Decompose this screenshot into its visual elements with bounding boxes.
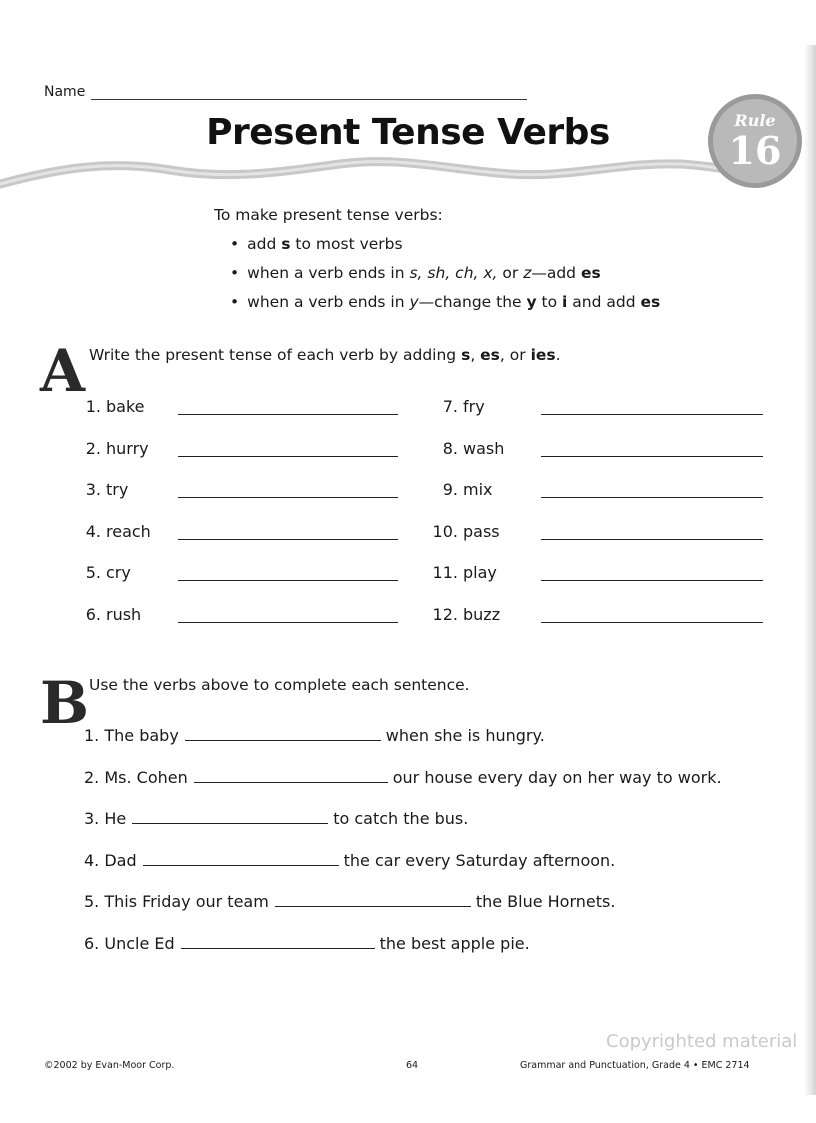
answer-blank[interactable] (541, 497, 763, 498)
sentence-end: the best apple pie. (379, 933, 530, 953)
footer-copyright: ©2002 by Evan-Moor Corp. (44, 1060, 175, 1071)
answer-blank[interactable] (541, 414, 763, 415)
item-verb: rush (106, 604, 142, 624)
item-verb: play (463, 563, 497, 582)
rule-bullet: • when a verb ends in y—change the y to i and add es (230, 288, 660, 317)
sentence-start: 6. Uncle Ed (84, 933, 175, 953)
rule-list (214, 230, 660, 317)
item-verb: cry (106, 563, 131, 582)
badge-number: 16 (728, 128, 782, 173)
sentence-end: our house every day on her way to work. (392, 767, 722, 787)
sentence-start: 2. Ms. Cohen (84, 767, 188, 787)
name-field[interactable] (91, 85, 527, 100)
sentence-start: 5. This Friday our team (84, 892, 269, 911)
rule-bullet: • when a verb ends in s, sh, ch, x, or z—add es (230, 259, 660, 288)
item-verb: bake (106, 397, 145, 416)
item-number: 6. (85, 604, 101, 624)
rule-badge (706, 92, 804, 190)
badge-word: Rule (734, 111, 776, 130)
sentence-end: to catch the bus. (333, 809, 469, 828)
sentence-blank[interactable] (143, 853, 339, 866)
item-number: 3. (85, 480, 101, 499)
sentence-blank[interactable] (185, 728, 381, 741)
footer-book-info: Grammar and Punctuation, Grade 4 • EMC 2714 (520, 1060, 750, 1071)
item-number: 2. (85, 438, 101, 458)
answer-blank[interactable] (178, 622, 398, 623)
item-number: 1. (85, 397, 101, 416)
answer-blank[interactable] (178, 539, 398, 540)
sentence-row (84, 934, 530, 953)
rule-intro: To make present tense verbs: (214, 206, 443, 224)
sentence-start: 4. Dad (84, 850, 137, 870)
item-number: 5. (85, 563, 101, 582)
sentence-end: the car every Saturday afternoon. (343, 850, 616, 870)
section-a-letter: A (40, 337, 86, 405)
copyright-watermark: Copyrighted material (606, 1031, 798, 1052)
item-verb: pass (463, 521, 500, 541)
answer-blank[interactable] (178, 580, 398, 581)
rule-bullet: • add s to most verbs (230, 230, 660, 259)
item-verb: mix (463, 480, 493, 499)
item-number: 4. (85, 521, 101, 541)
item-number: 10. (432, 521, 458, 541)
answer-blank[interactable] (541, 622, 763, 623)
item-verb: buzz (463, 604, 501, 624)
section-b-letter: B (40, 669, 90, 737)
sentence-start: 3. He (84, 809, 127, 828)
item-number: 7. (442, 397, 458, 416)
sentence-end: the Blue Hornets. (475, 892, 616, 911)
page-edge-shadow (804, 45, 816, 1095)
item-number: 8. (442, 438, 458, 458)
sentence-row (84, 851, 615, 870)
rule-box (214, 201, 660, 317)
sentence-blank[interactable] (194, 770, 388, 783)
answer-blank[interactable] (178, 497, 398, 498)
item-verb: fry (463, 397, 485, 416)
sentence-blank[interactable] (275, 894, 471, 907)
sentence-end: when she is hungry. (385, 726, 545, 745)
answer-blank[interactable] (178, 456, 398, 457)
sentence-row (84, 768, 722, 787)
item-number: 9. (442, 480, 458, 499)
item-number: 11. (432, 563, 458, 582)
wave-divider (0, 150, 816, 190)
sentence-row (84, 809, 468, 828)
item-verb: try (106, 480, 129, 499)
item-number: 12. (432, 604, 458, 624)
sentence-row (84, 726, 545, 745)
page-title: Present Tense Verbs (206, 112, 610, 153)
item-verb: wash (463, 438, 505, 458)
answer-blank[interactable] (541, 580, 763, 581)
answer-blank[interactable] (178, 414, 398, 415)
section-b-instruction: Use the verbs above to complete each sentence. (89, 676, 470, 694)
sentence-blank[interactable] (181, 936, 375, 949)
answer-blank[interactable] (541, 539, 763, 540)
item-verb: hurry (106, 438, 149, 458)
name-label: Name (44, 84, 86, 100)
sentence-blank[interactable] (132, 811, 328, 824)
name-row (44, 84, 527, 100)
sentence-start: 1. The baby (84, 726, 179, 745)
footer-page-number: 64 (406, 1060, 419, 1071)
item-verb: reach (106, 521, 151, 541)
answer-blank[interactable] (541, 456, 763, 457)
section-a-instruction: Write the present tense of each verb by adding s, es, or ies. (89, 346, 561, 364)
sentence-row (84, 892, 615, 911)
